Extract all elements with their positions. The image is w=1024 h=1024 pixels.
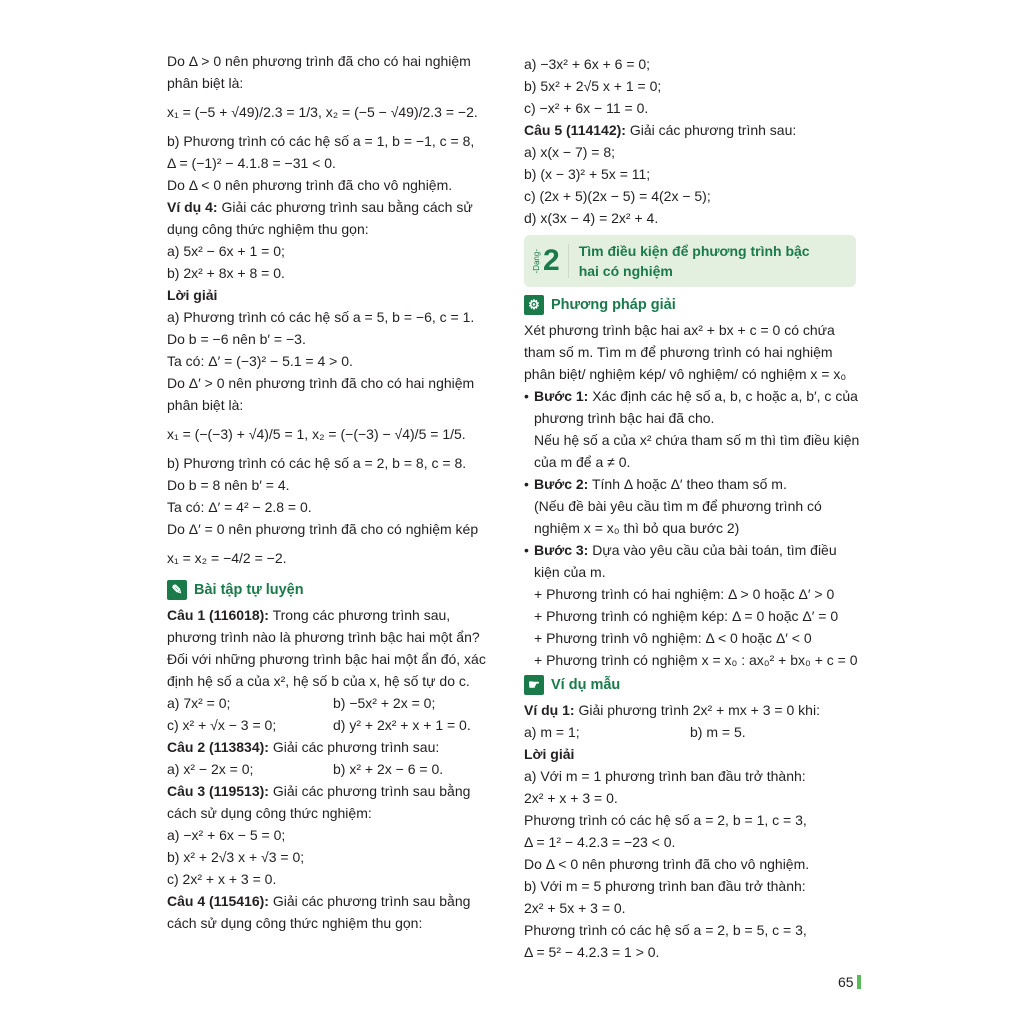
line-text: Do Δ′ > 0 nên phương trình đã cho có hai nghiệm (167, 375, 475, 391)
line-text: b) 5x² + 2√5 x + 1 = 0; (524, 78, 662, 94)
right-column (524, 53, 860, 963)
gear-icon: ⚙ (524, 295, 544, 315)
line-text: Δ = 5² − 4.2.3 = 1 > 0. (524, 944, 660, 960)
bold-label: Bước 2: (534, 476, 589, 492)
line-text: x₁ = (−5 + √49)/2.3 = 1/3, x₂ = (−5 − √49)/2.3 = −2. (167, 104, 478, 120)
line-text: cách sử dụng công thức nghiệm: (167, 805, 372, 821)
text-line (167, 72, 499, 94)
line-text: định hệ số a của x², hệ số b của x, hệ số tự do c. (167, 673, 470, 689)
text-line (524, 495, 856, 517)
formula-line (167, 416, 499, 452)
text-line (524, 649, 856, 671)
exercise-item: c) x² + √x − 3 = 0; (167, 717, 277, 733)
text-line (167, 518, 499, 540)
line-text: phương trình bậc hai đã cho. (534, 410, 715, 426)
topic-tag: -Dạng- (532, 248, 541, 274)
line-text: b) (x − 3)² + 5x = 11; (524, 166, 651, 182)
bold-label: Bước 1: (534, 388, 589, 404)
line-text: (Nếu đề bài yêu cầu tìm m để phương trình có (534, 498, 822, 514)
line-text: phân biệt/ nghiệm kép/ vô nghiệm/ có nghiệm x = x₀ (524, 366, 847, 382)
topic-box (524, 235, 856, 287)
line-text: Do Δ′ = 0 nên phương trình đã cho có nghiệm kép (167, 521, 479, 537)
text-line (524, 53, 856, 75)
text-line (167, 306, 499, 328)
text-line (167, 604, 499, 626)
text-line (167, 174, 499, 196)
text-line (524, 75, 856, 97)
line-text: Trong các phương trình sau, (268, 607, 451, 623)
line-text: Giải các phương trình sau bằng (268, 893, 471, 909)
section-heading (524, 671, 856, 699)
section-heading (524, 291, 856, 319)
line-text: tham số m. Tìm m để phương trình có hai nghiệm (524, 344, 833, 360)
line-text: của m để a ≠ 0. (534, 454, 631, 470)
text-line (524, 407, 856, 429)
line-text: Dựa vào yêu cầu của bài toán, tìm điều (588, 542, 837, 558)
text-line (524, 699, 856, 721)
bold-label: Ví dụ 4: (167, 199, 218, 215)
line-text: Giải các phương trình sau: (268, 739, 440, 755)
line-text: 2x² + 5x + 3 = 0. (524, 900, 626, 916)
text-line (167, 496, 499, 518)
line-text: + Phương trình có nghiệm kép: Δ = 0 hoặc Δ′ = 0 (534, 608, 839, 624)
text-line (167, 736, 499, 758)
line-text: Do Δ < 0 nên phương trình đã cho vô nghiệm. (167, 177, 453, 193)
line-text: + Phương trình có nghiệm x = x₀ : ax₀² + bx₀ + c = 0 (534, 652, 858, 668)
line-text: kiện của m. (534, 564, 606, 580)
page-number-bar (857, 975, 861, 989)
text-line (524, 97, 856, 119)
text-line (524, 185, 856, 207)
line-text: x₁ = (−(−3) + √4)/5 = 1, x₂ = (−(−3) − √4)/5 = 1/5. (167, 426, 466, 442)
left-column (167, 50, 499, 934)
text-line (524, 341, 856, 363)
text-line (167, 262, 499, 284)
text-line (524, 875, 856, 897)
text-line (167, 372, 499, 394)
text-line (167, 846, 499, 868)
text-line (167, 130, 499, 152)
line-text: c) (2x + 5)(2x − 5) = 4(2x − 5); (524, 188, 711, 204)
line-text: Do b = −6 nên b′ = −3. (167, 331, 306, 347)
line-text: a) 5x² − 6x + 1 = 0; (167, 243, 285, 259)
line-text: Ta có: Δ′ = (−3)² − 5.1 = 4 > 0. (167, 353, 353, 369)
exercise-pair (167, 758, 499, 780)
line-text: Xác định các hệ số a, b, c hoặc a, b′, c của (588, 388, 858, 404)
heading-text: Bài tập tự luyện (194, 582, 304, 598)
exercise-item: a) x² − 2x = 0; (167, 761, 254, 777)
line-text: Do Δ > 0 nên phương trình đã cho có hai nghiệm (167, 53, 471, 69)
text-line (524, 743, 856, 765)
text-line (524, 163, 856, 185)
line-text: Nếu hệ số a của x² chứa tham số m thì tìm điều kiện (534, 432, 860, 448)
text-line (167, 824, 499, 846)
line-text: dụng công thức nghiệm thu gọn: (167, 221, 369, 237)
bold-label: Câu 1 (116018): (167, 607, 269, 623)
text-line (167, 196, 499, 218)
text-line (524, 119, 856, 141)
text-line (167, 284, 499, 306)
text-line (524, 517, 856, 539)
exercise-item: d) y² + 2x² + x + 1 = 0. (333, 717, 471, 733)
heading-text: Ví dụ mẫu (551, 677, 621, 693)
text-line (167, 474, 499, 496)
line-text: Đối với những phương trình bậc hai một ẩn đó, xác (167, 651, 486, 667)
line-text: Do Δ < 0 nên phương trình đã cho vô nghiệm. (524, 856, 810, 872)
line-text: phương trình nào là phương trình bậc hai một ẩn? (167, 629, 480, 645)
bold-label: Lời giải (524, 746, 575, 762)
line-text: b) x² + 2√3 x + √3 = 0; (167, 849, 305, 865)
line-text: Δ = 1² − 4.2.3 = −23 < 0. (524, 834, 676, 850)
line-text: a) Phương trình có các hệ số a = 5, b = −6, c = 1. (167, 309, 475, 325)
exercise-item: a) 7x² = 0; (167, 695, 231, 711)
text-line (524, 809, 856, 831)
line-text: Do b = 8 nên b′ = 4. (167, 477, 290, 493)
thumbs-up-icon: ☛ (524, 675, 544, 695)
text-line (167, 890, 499, 912)
line-text: nghiệm x = x₀ thì bỏ qua bước 2) (534, 520, 740, 536)
text-line (167, 670, 499, 692)
text-line (167, 50, 499, 72)
text-line (524, 919, 856, 941)
line-text: Ta có: Δ′ = 4² − 2.8 = 0. (167, 499, 312, 515)
text-line (524, 473, 856, 495)
bold-label: Lời giải (167, 287, 218, 303)
text-line (524, 539, 856, 561)
text-line (167, 394, 499, 416)
line-text: x₁ = x₂ = −4/2 = −2. (167, 550, 287, 566)
heading-text: Phương pháp giải (551, 297, 676, 313)
topic-title: Tìm điều kiện để phương trình bậc hai có nghiệm (578, 243, 810, 279)
text-line (524, 451, 856, 473)
text-line (524, 429, 860, 451)
text-line (524, 561, 856, 583)
text-line (167, 648, 499, 670)
line-text: a) x(x − 7) = 8; (524, 144, 616, 160)
line-text: b) Phương trình có các hệ số a = 1, b = −1, c = 8, (167, 133, 475, 149)
exercise-pair (167, 714, 499, 736)
text-line (167, 626, 499, 648)
pencil-icon: ✎ (167, 580, 187, 600)
line-text: a) Với m = 1 phương trình ban đầu trở thành: (524, 768, 806, 784)
line-text: c) 2x² + x + 3 = 0. (167, 871, 277, 887)
line-text: Xét phương trình bậc hai ax² + bx + c = 0 có chứa (524, 322, 835, 338)
formula-line (167, 94, 499, 130)
line-text: Δ = (−1)² − 4.1.8 = −31 < 0. (167, 155, 336, 171)
line-text: b) 2x² + 8x + 8 = 0. (167, 265, 285, 281)
text-line (524, 605, 856, 627)
text-line (167, 452, 499, 474)
line-text: a) −x² + 6x − 5 = 0; (167, 827, 286, 843)
text-line (167, 152, 499, 174)
text-line (524, 897, 856, 919)
line-text: 2x² + x + 3 = 0. (524, 790, 618, 806)
section-heading (167, 576, 499, 604)
text-line (167, 240, 499, 262)
line-text: Phương trình có các hệ số a = 2, b = 5, c = 3, (524, 922, 807, 938)
exercise-pair (167, 692, 499, 714)
exercise-pair (524, 721, 856, 743)
line-text: cách sử dụng công thức nghiệm thu gọn: (167, 915, 423, 931)
text-line (524, 765, 856, 787)
line-text: b) Phương trình có các hệ số a = 2, b = 8, c = 8. (167, 455, 467, 471)
text-line (524, 831, 856, 853)
text-line (524, 941, 856, 963)
exercise-item: b) −5x² + 2x = 0; (333, 695, 436, 711)
text-line (167, 780, 499, 802)
bold-label: Câu 4 (115416): (167, 893, 269, 909)
line-text: a) −3x² + 6x + 6 = 0; (524, 56, 651, 72)
line-text: Tính Δ hoặc Δ′ theo tham số m. (588, 476, 787, 492)
text-line (524, 787, 856, 809)
page-number: 65 (838, 974, 854, 990)
line-text: Giải các phương trình sau bằng cách sử (217, 199, 473, 215)
line-text: phân biệt là: (167, 397, 244, 413)
text-line (524, 207, 856, 229)
text-line (524, 627, 856, 649)
text-line (524, 583, 856, 605)
line-text: Giải các phương trình sau bằng (268, 783, 471, 799)
bold-label: Câu 5 (114142): (524, 122, 626, 138)
exercise-item: b) m = 5. (690, 724, 746, 740)
text-line (167, 350, 499, 372)
text-line (524, 319, 856, 341)
line-text: phân biệt là: (167, 75, 244, 91)
text-line (524, 853, 856, 875)
text-line (524, 141, 856, 163)
line-text: d) x(3x − 4) = 2x² + 4. (524, 210, 659, 226)
bold-label: Ví dụ 1: (524, 702, 575, 718)
exercise-item: a) m = 1; (524, 724, 580, 740)
bold-label: Câu 3 (119513): (167, 783, 269, 799)
line-text: c) −x² + 6x − 11 = 0. (524, 100, 649, 116)
topic-number: 2 (543, 244, 569, 278)
bold-label: Bước 3: (534, 542, 589, 558)
text-line (167, 328, 499, 350)
bold-label: Câu 2 (113834): (167, 739, 269, 755)
line-text: Giải các phương trình sau: (625, 122, 797, 138)
exercise-item: b) x² + 2x − 6 = 0. (333, 761, 444, 777)
text-line (167, 802, 499, 824)
line-text: + Phương trình vô nghiệm: Δ < 0 hoặc Δ′ < 0 (534, 630, 812, 646)
text-line (167, 912, 499, 934)
line-text: Phương trình có các hệ số a = 2, b = 1, c = 3, (524, 812, 807, 828)
line-text: b) Với m = 5 phương trình ban đầu trở thành: (524, 878, 806, 894)
text-line (524, 385, 856, 407)
line-text: Giải phương trình 2x² + mx + 3 = 0 khi: (574, 702, 820, 718)
text-line (167, 218, 499, 240)
text-line (167, 868, 499, 890)
line-text: + Phương trình có hai nghiệm: Δ > 0 hoặc Δ′ > 0 (534, 586, 835, 602)
formula-line (167, 540, 499, 576)
text-line (524, 363, 856, 385)
